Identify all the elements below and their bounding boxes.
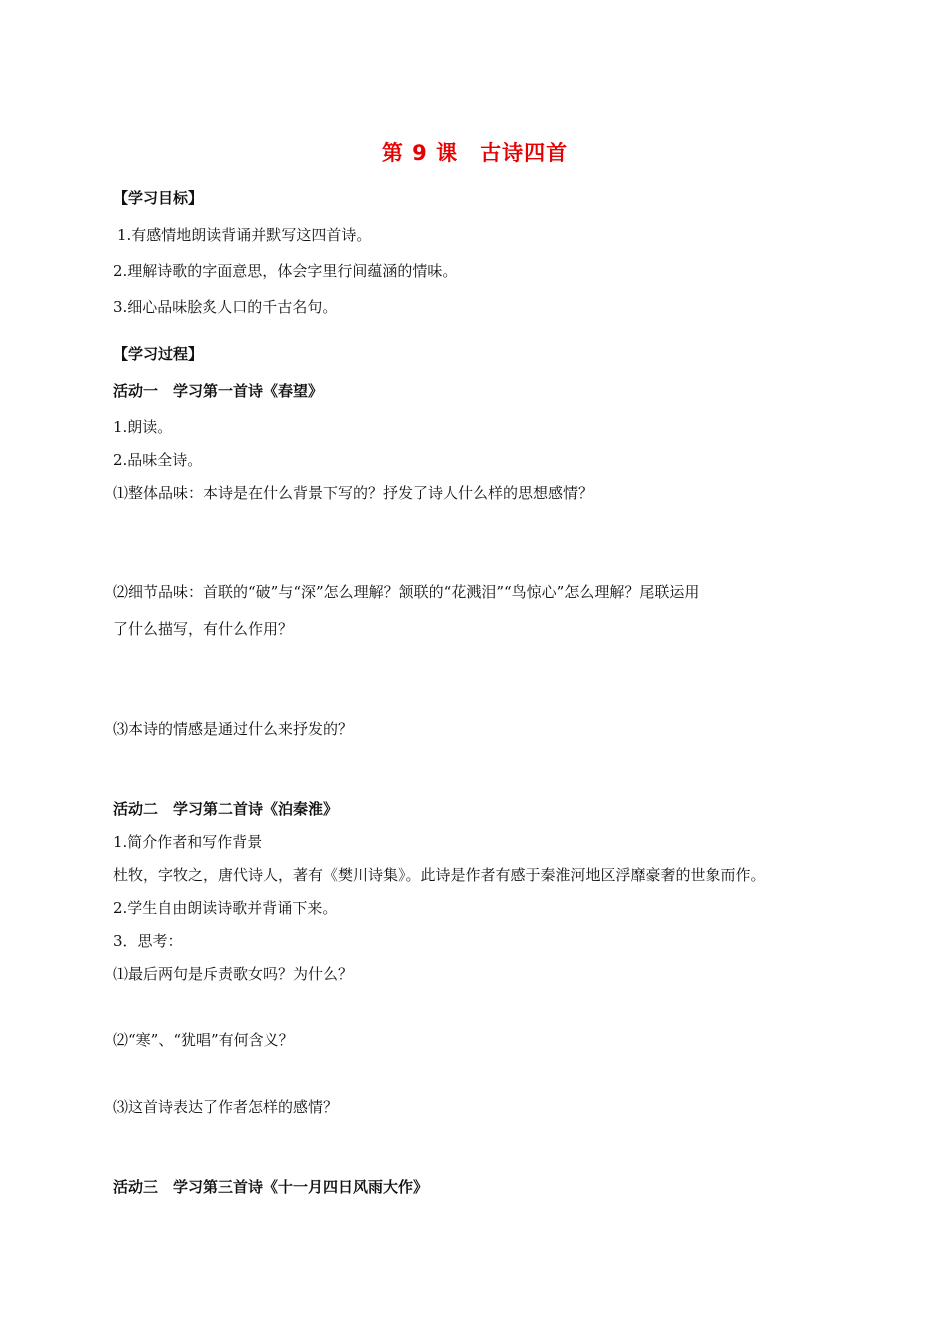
process-heading: 【学习过程】 bbox=[113, 345, 204, 363]
activity2-heading: 活动二 学习第二首诗《泊秦淮》 bbox=[113, 800, 339, 818]
activity2-line-1: 1.简介作者和写作背景 bbox=[113, 833, 263, 851]
activity1-question-2-cont: 了什么描写，有什么作用？ bbox=[113, 620, 294, 638]
activity1-line-2: 2.品味全诗。 bbox=[113, 451, 203, 469]
goal-item-2: 2.理解诗歌的字面意思，体会字里行间蕴涵的情味。 bbox=[113, 262, 458, 280]
activity2-line-3: 3．思考： bbox=[113, 932, 183, 950]
activity1-question-3: ⑶本诗的情感是通过什么来抒发的？ bbox=[113, 720, 354, 738]
page-title: 第 9 课 古诗四首 bbox=[381, 141, 569, 165]
activity2-author-intro: 杜牧，字牧之，唐代诗人，著有《樊川诗集》。此诗是作者有感于秦淮河地区浮靡豪奢的世象而作。 bbox=[113, 866, 766, 884]
goal-item-3: 3.细心品味脍炙人口的千古名句。 bbox=[113, 298, 338, 316]
activity1-line-1: 1.朗读。 bbox=[113, 418, 173, 436]
activity1-question-1: ⑴整体品味：本诗是在什么背景下写的？抒发了诗人什么样的思想感情？ bbox=[113, 484, 594, 502]
activity3-heading: 活动三 学习第三首诗《十一月四日风雨大作》 bbox=[113, 1178, 429, 1196]
activity2-question-2: ⑵“寒”、“犹唱”有何含义？ bbox=[113, 1031, 294, 1049]
activity2-line-2: 2.学生自由朗读诗歌并背诵下来。 bbox=[113, 899, 338, 917]
activity2-question-3: ⑶这首诗表达了作者怎样的感情？ bbox=[113, 1098, 339, 1116]
activity1-heading: 活动一 学习第一首诗《春望》 bbox=[113, 382, 324, 400]
goals-heading: 【学习目标】 bbox=[113, 189, 204, 207]
goal-item-1: 1.有感情地朗读背诵并默写这四首诗。 bbox=[117, 226, 372, 244]
activity2-question-1: ⑴最后两句是斥责歌女吗？为什么？ bbox=[113, 965, 354, 983]
activity1-question-2: ⑵细节品味：首联的“破”与“深”怎么理解？颔联的“花溅泪”“鸟惊心”怎么理解？尾联运用 bbox=[113, 583, 700, 601]
